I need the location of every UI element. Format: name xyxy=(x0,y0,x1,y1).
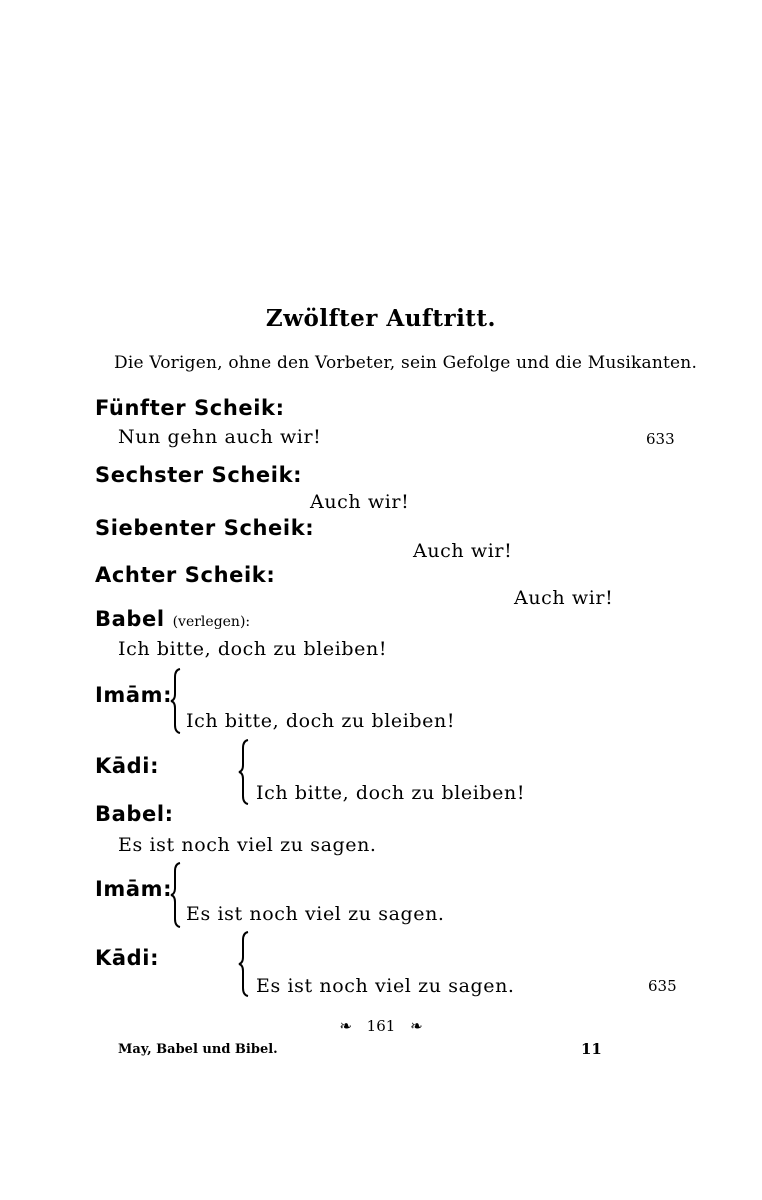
sheet-signature: 11 xyxy=(581,1040,602,1058)
line-sechster-scheik: Auch wir! xyxy=(310,491,410,513)
source-line: May, Babel und Bibel. xyxy=(118,1042,278,1057)
brace-imam-2 xyxy=(170,861,184,929)
stage-direction: Die Vorigen, ohne den Vorbeter, sein Gefolge und die Musikanten. xyxy=(114,353,698,373)
page-number-value: 161 xyxy=(366,1017,396,1035)
brace-kadi-2 xyxy=(238,930,252,998)
page-number xyxy=(0,1017,762,1035)
speaker-siebenter-scheik: Siebenter Scheik: xyxy=(95,516,315,540)
line-kadi-2: Es ist noch viel zu sagen. xyxy=(256,975,515,997)
speaker-sechster-scheik: Sechster Scheik: xyxy=(95,463,303,487)
speaker-babel xyxy=(95,607,250,631)
scene-title: Zwölfter Auftritt. xyxy=(265,305,497,332)
speaker-stage-note: (verlegen): xyxy=(172,614,251,630)
line-babel-2: Es ist noch viel zu sagen. xyxy=(118,834,377,856)
line-achter-scheik: Auch wir! xyxy=(514,587,614,609)
brace-imam xyxy=(170,667,184,735)
line-siebenter-scheik: Auch wir! xyxy=(413,540,513,562)
ornament-right-icon: ❧ xyxy=(410,1017,423,1035)
line-fuenfter-scheik: Nun gehn auch wir! xyxy=(118,426,322,448)
speaker-imam-2: Imām: xyxy=(95,877,173,901)
speaker-name: Babel xyxy=(95,607,165,631)
line-number-633: 633 xyxy=(646,430,675,448)
line-imam: Ich bitte, doch zu bleiben! xyxy=(186,710,456,732)
line-babel: Ich bitte, doch zu bleiben! xyxy=(118,638,388,660)
brace-kadi xyxy=(238,738,252,806)
line-imam-2: Es ist noch viel zu sagen. xyxy=(186,903,445,925)
speaker-babel-2: Babel: xyxy=(95,802,174,826)
speaker-kadi: Kādi: xyxy=(95,754,160,778)
speaker-imam: Imām: xyxy=(95,683,173,707)
line-number-635: 635 xyxy=(648,977,677,995)
speaker-achter-scheik: Achter Scheik: xyxy=(95,563,276,587)
line-kadi: Ich bitte, doch zu bleiben! xyxy=(256,782,526,804)
ornament-left-icon: ❧ xyxy=(339,1017,352,1035)
speaker-fuenfter-scheik: Fünfter Scheik: xyxy=(95,396,285,420)
speaker-kadi-2: Kādi: xyxy=(95,946,160,970)
